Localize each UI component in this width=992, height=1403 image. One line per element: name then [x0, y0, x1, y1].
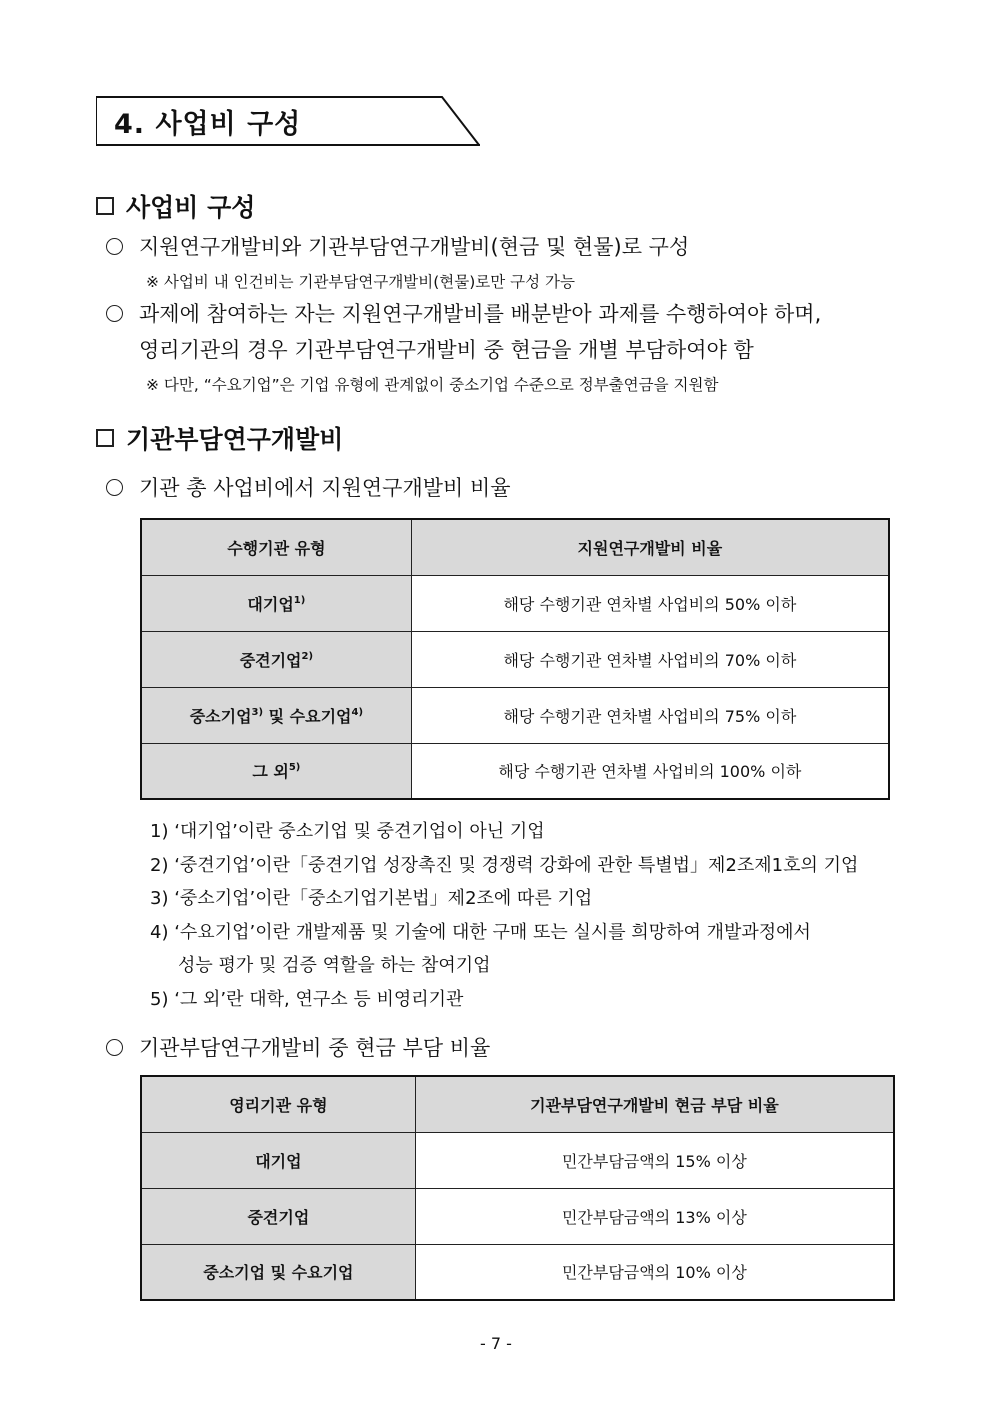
- section-heading-institution-burden: [96, 420, 343, 456]
- table-header-cell: 수행기관 유형: [141, 519, 411, 575]
- square-bullet-icon: [96, 197, 114, 215]
- table-cell-ratio: 민간부담금액의 10% 이상: [415, 1244, 894, 1300]
- page-number: - 7 -: [480, 1334, 512, 1353]
- footnote-continuation: 성능 평가 및 검증 역할을 하는 참여기업: [178, 955, 491, 976]
- circle-bullet-icon: [106, 479, 123, 496]
- bullet-text: 과제에 참여하는 자는 지원연구개발비를 배분받아 과제를 수행하여야 하며,: [139, 302, 822, 326]
- circle-bullet-icon: [106, 238, 123, 255]
- table-row: [141, 687, 889, 743]
- cash-burden-table: [140, 1075, 895, 1301]
- table-header-cell: 지원연구개발비 비율: [411, 519, 889, 575]
- table-row: [141, 1244, 894, 1300]
- table-cell-ratio: 해당 수행기관 연차별 사업비의 50% 이하: [411, 575, 889, 631]
- square-bullet-icon: [96, 429, 114, 447]
- bullet-text-continuation: 영리기관의 경우 기관부담연구개발비 중 현금을 개별 부담하여야 함: [139, 338, 754, 362]
- table-row: [141, 1188, 894, 1244]
- table-header-cell: 영리기관 유형: [141, 1076, 415, 1132]
- section-heading-budget: [96, 188, 255, 224]
- table-cell-ratio: 해당 수행기관 연차별 사업비의 100% 이하: [411, 743, 889, 799]
- bullet-item: [106, 298, 821, 328]
- bullet-text: 지원연구개발비와 기관부담연구개발비(현금 및 현물)로 구성: [139, 235, 690, 259]
- footnote: 4) ‘수요기업’이란 개발제품 및 기술에 대한 구매 또는 실시를 희망하여 개발과정에서: [150, 922, 811, 943]
- section-title: 기관부담연구개발비: [126, 425, 344, 454]
- note: ※ 사업비 내 인건비는 기관부담연구개발비(현물)로만 구성 가능: [146, 273, 575, 291]
- table-header-row: [141, 519, 889, 575]
- table-header-cell: 기관부담연구개발비 현금 부담 비율: [415, 1076, 894, 1132]
- table-cell-type: 중견기업: [141, 1188, 415, 1244]
- table-cell-type: 대기업: [141, 1132, 415, 1188]
- table-cell-ratio: 해당 수행기관 연차별 사업비의 70% 이하: [411, 631, 889, 687]
- bullet-item: [106, 472, 511, 502]
- footnote: 3) ‘중소기업’이란「중소기업기본법」제2조에 따른 기업: [150, 888, 593, 909]
- support-ratio-table: [140, 518, 890, 800]
- section-title: 사업비 구성: [126, 193, 256, 222]
- bullet-item: [106, 1032, 490, 1062]
- circle-bullet-icon: [106, 305, 123, 322]
- footnote: 2) ‘중견기업’이란「중견기업 성장촉진 및 경쟁력 강화에 관한 특별법」제2조제1호의 기업: [150, 855, 859, 876]
- table-header-row: [141, 1076, 894, 1132]
- table-cell-type: 그 외$^{5)}$: [141, 743, 411, 799]
- table-row: [141, 575, 889, 631]
- table-cell-ratio: 민간부담금액의 13% 이상: [415, 1188, 894, 1244]
- table-cell-type: 중소기업 및 수요기업: [141, 1244, 415, 1300]
- table-row: [141, 743, 889, 799]
- footnote: 5) ‘그 외’란 대학, 연구소 등 비영리기관: [150, 989, 464, 1010]
- bullet-item: [106, 231, 689, 261]
- table-row: [141, 631, 889, 687]
- bullet-text: 기관부담연구개발비 중 현금 부담 비율: [139, 1036, 491, 1060]
- table-cell-ratio: 민간부담금액의 15% 이상: [415, 1132, 894, 1188]
- table-cell-type: 중견기업$^{2)}$: [141, 631, 411, 687]
- circle-bullet-icon: [106, 1039, 123, 1056]
- table-cell-ratio: 해당 수행기관 연차별 사업비의 75% 이하: [411, 687, 889, 743]
- note: ※ 다만, “수요기업”은 기업 유형에 관계없이 중소기업 수준으로 정부출연금을 지원함: [146, 376, 719, 394]
- chapter-title: 4. 사업비 구성: [114, 109, 302, 140]
- table-row: [141, 1132, 894, 1188]
- table-cell-type: 대기업$^{1)}$: [141, 575, 411, 631]
- table-cell-type: 중소기업$^{3)}$ 및 수요기업$^{4)}$: [141, 687, 411, 743]
- footnote: 1) ‘대기업’이란 중소기업 및 중견기업이 아닌 기업: [150, 821, 545, 842]
- chapter-header: [96, 96, 480, 146]
- bullet-text: 기관 총 사업비에서 지원연구개발비 비율: [139, 476, 511, 500]
